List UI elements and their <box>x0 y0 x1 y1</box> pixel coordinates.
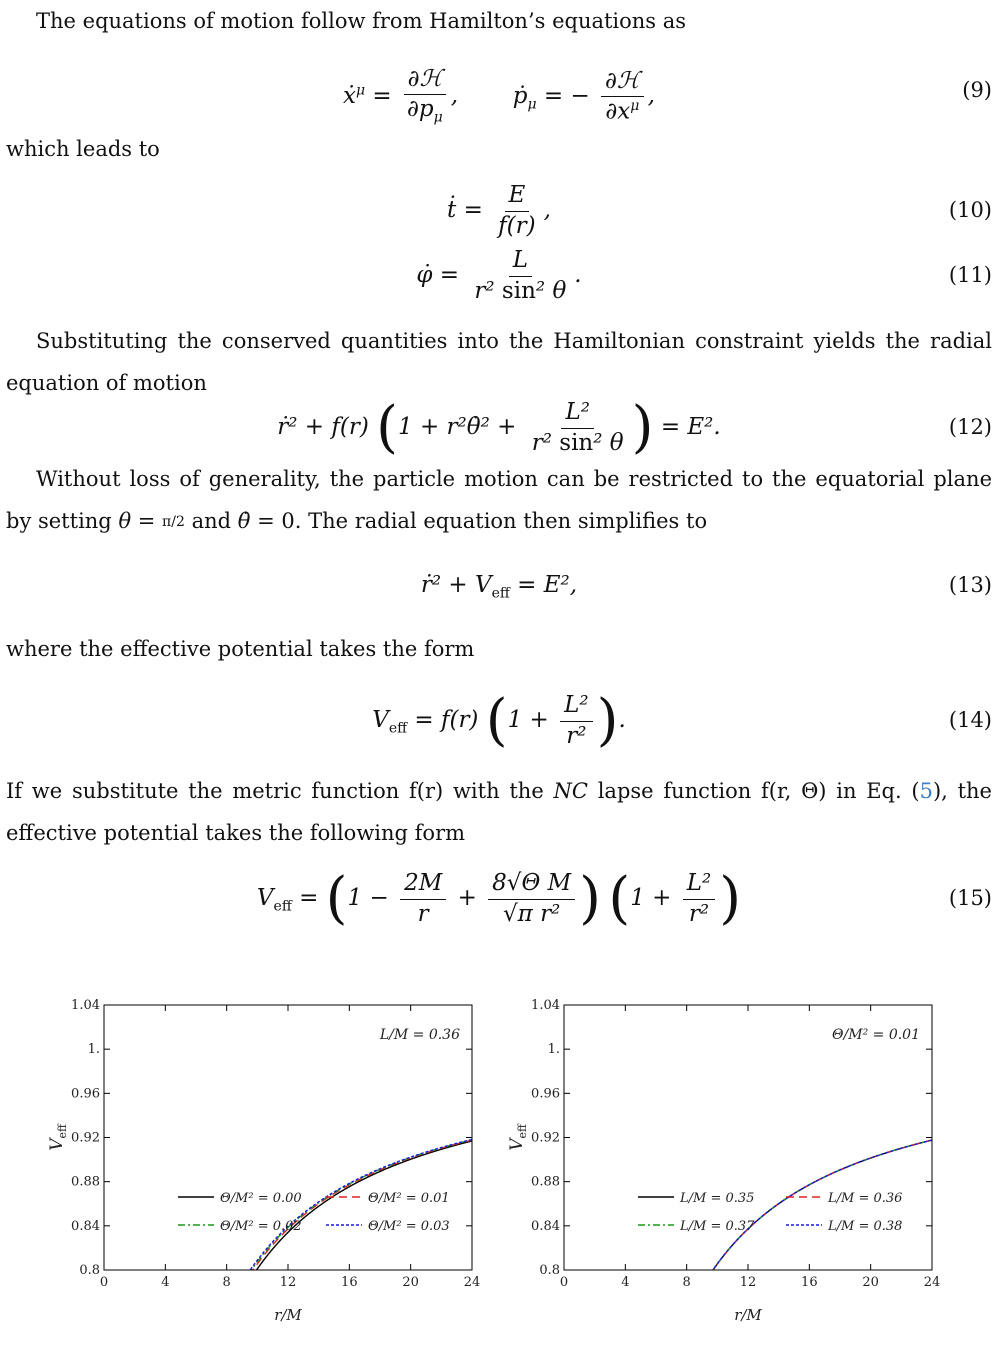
legend-label: Θ/M² = 0.00 <box>220 1191 302 1206</box>
x-tick-label: 20 <box>862 1275 879 1290</box>
x-tick-label: 16 <box>801 1275 818 1290</box>
equation-number: (15) <box>948 886 992 910</box>
equation-number: (9) <box>962 78 992 102</box>
legend-label: Θ/M² = 0.03 <box>368 1219 450 1234</box>
plot-annotation: L/M = 0.36 <box>379 1027 460 1043</box>
y-tick-label: 1.04 <box>71 998 100 1013</box>
paragraph-hamilton: The equations of motion follow from Hamilton’s equations as <box>36 9 687 33</box>
x-tick-label: 8 <box>222 1275 231 1290</box>
x-tick-label: 0 <box>99 1275 109 1290</box>
y-tick-label: 0.8 <box>79 1263 100 1278</box>
veff-plot-angular-momentum <box>500 985 940 1330</box>
x-tick-label: 24 <box>923 1275 940 1290</box>
x-tick-label: 12 <box>279 1275 297 1290</box>
y-tick-label: 1. <box>87 1042 100 1058</box>
equation-10: ṫ = $\frac{E}{f(r)}$ , (10) <box>0 180 998 240</box>
y-tick-label: 0.88 <box>531 1174 560 1190</box>
equation-number: (11) <box>948 263 992 287</box>
equation-number: (12) <box>948 415 992 439</box>
legend-label: Θ/M² = 0.01 <box>368 1191 450 1206</box>
equation-number: (10) <box>948 198 992 222</box>
y-tick-label: 0.92 <box>531 1130 560 1146</box>
paragraph-substituting: Substituting the conserved quantities into the Hamiltonian constraint yields the radial equation of motion <box>6 329 992 395</box>
series-line-2 <box>579 1140 932 1330</box>
legend-label: L/M = 0.35 <box>680 1191 755 1206</box>
y-tick-label: 1. <box>547 1042 560 1058</box>
y-tick-label: 1.04 <box>531 998 560 1013</box>
veff-plot-theta <box>40 985 480 1330</box>
y-tick-label: 0.92 <box>71 1130 100 1146</box>
series-line-3 <box>579 1140 932 1330</box>
x-tick-label: 24 <box>463 1275 480 1290</box>
x-tick-label: 20 <box>402 1275 419 1290</box>
equation-number: (14) <box>948 708 992 732</box>
x-tick-label: 4 <box>161 1275 170 1290</box>
equation-9: ẋ$^\mu$ = $\frac{\text{∂ℋ}}{\partial p_\mu}$ , ṗ$_\mu$ = − $\frac{\text{∂ℋ}}{\partial x^\mu}$ , (9) <box>0 60 998 120</box>
y-tick-label: 0.96 <box>531 1086 560 1102</box>
legend-label: L/M = 0.36 <box>828 1191 903 1206</box>
equation-14: $V_{eff} = f(r) (1$ + $\frac{\text{L²}}{\text{r²}}$ ). (14) <box>372 688 992 753</box>
legend-label: L/M = 0.38 <box>828 1219 903 1234</box>
y-tick-label: 0.96 <box>71 1086 100 1102</box>
paragraph-equatorial: Without loss of generality, the particle motion can be restricted to the equatorial plane by setting θ = π/2 and θ̇ = 0. The radial equation then simplifies to <box>6 467 992 533</box>
x-tick-label: 16 <box>341 1275 358 1290</box>
x-tick-label: 4 <box>621 1275 630 1290</box>
y-axis-label: $V_{eff}$ <box>507 1124 529 1151</box>
series-line-3 <box>119 1139 472 1330</box>
equation-12: ṙ² + f(r) (1 + r²θ̇² + $\frac{\text{L²}}{\text{r² sin² θ}}$ ) = E². (12) <box>277 395 992 460</box>
paragraph-leads: which leads to <box>6 137 160 161</box>
equation-ref-link[interactable]: 5 <box>919 779 933 803</box>
x-tick-label: 12 <box>739 1275 757 1290</box>
x-axis-label: r/M <box>734 1306 762 1324</box>
y-tick-label: 0.84 <box>71 1218 100 1234</box>
y-tick-label: 0.84 <box>531 1218 560 1234</box>
equation-13: ṙ² + $V_{eff} = E^2$, (13) <box>0 555 998 615</box>
y-tick-label: 0.8 <box>539 1263 560 1278</box>
x-tick-label: 8 <box>682 1275 691 1290</box>
paragraph-nc-substitution: If we substitute the metric function f(r) with the NC lapse function f(r, Θ) in Eq. (5), the effective potential takes the following form <box>6 779 992 845</box>
series-line-0 <box>579 1140 932 1330</box>
series-line-1 <box>579 1140 932 1330</box>
legend-label: Θ/M² = 0.02 <box>220 1219 302 1234</box>
legend-label: L/M = 0.37 <box>680 1219 755 1234</box>
equation-15: $V_{eff} = (1$ − $\frac{2M}{r}$ + $\frac{\text{8√Θ M}}{\text{√π r²}}$ ) (1 + $\frac{\text{L²}}{\text{r²}}$ ) (15) <box>0 862 998 934</box>
series-line-0 <box>119 1141 472 1330</box>
plot-annotation: Θ/M² = 0.01 <box>832 1027 920 1043</box>
series-line-2 <box>119 1140 472 1330</box>
paragraph-effective: where the effective potential takes the form <box>6 637 475 661</box>
x-tick-label: 0 <box>559 1275 569 1290</box>
series-line-1 <box>119 1140 472 1330</box>
y-tick-label: 0.88 <box>71 1174 100 1190</box>
equation-number: (13) <box>948 573 992 597</box>
x-axis-label: r/M <box>274 1306 302 1324</box>
equation-11: φ̇ = $\frac{L}{\text{r² sin² θ}}$ . (11) <box>0 245 998 305</box>
y-axis-label: $V_{eff}$ <box>47 1124 69 1151</box>
